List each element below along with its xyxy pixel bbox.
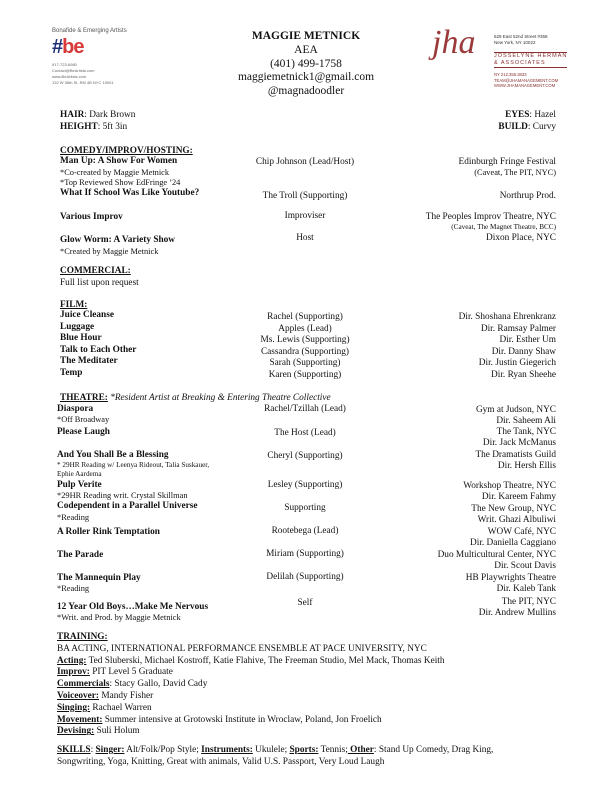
credit-venue-note: (Caveat, The PIT, NYC) [474, 168, 556, 177]
height-label: HEIGHT [60, 122, 98, 132]
credit-role: The Troll (Supporting) [262, 191, 348, 201]
credit-venue: Edinburgh Fringe Festival [458, 157, 556, 167]
film-role: Sarah (Supporting) [269, 358, 341, 369]
agency-name-1: JOSSELYNE HERMAN [494, 53, 568, 59]
theatre-director: Dir. Daniella Caggiano [470, 538, 556, 548]
film-heading: FILM: [60, 300, 88, 310]
commercial-heading: COMMERCIAL: [60, 266, 131, 276]
film-row [60, 368, 556, 380]
singer-label: Singer: [95, 745, 125, 755]
theatre-subheading: *Resident Artist at Breaking & Entering Theatre Collective [107, 393, 331, 403]
theatre-title: A Roller Rink Temptation [57, 527, 160, 537]
film-director: Dir. Ramsay Palmer [480, 323, 556, 334]
theatre-venue: The Dramatists Guild [475, 450, 556, 460]
theatre-note: *Writ. and Prod. by Maggie Metnick [57, 613, 181, 622]
build-label: BUILD [498, 122, 528, 132]
theatre-role: Supporting [284, 503, 326, 513]
theatre-venue: Duo Multicultural Center, NYC [437, 550, 556, 560]
credit-venue: Northrup Prod. [499, 191, 556, 201]
theatre-title: Diaspora [57, 404, 94, 414]
theatre-venue: The PIT, NYC [501, 597, 556, 607]
theatre-note: *Reading [57, 584, 90, 593]
theatre-director: Dir. Kareem Fahmy [481, 492, 556, 502]
film-title: Juice Cleanse [60, 310, 114, 320]
training-section [57, 632, 567, 738]
theatre-venue: Workshop Theatre, NYC [463, 481, 556, 491]
film-row [60, 345, 556, 357]
theatre-title: The Mannequin Play [57, 573, 141, 583]
phone: (401) 499-1758 [270, 57, 342, 70]
theatre-note: * 29HR Reading w/ Leenya Rideout, Talia Suskauer, [57, 461, 210, 469]
logo-address: 132 W 36th St. RM 4B NYC 10001 [52, 80, 114, 85]
theatre-role: Rachel/Tzillah (Lead) [264, 404, 346, 414]
credit-role: Host [296, 233, 314, 243]
other-label: Other [347, 745, 374, 755]
theatre-heading-line [60, 393, 331, 403]
social-handle: @magnadoodler [267, 85, 345, 98]
skills-line-2: Songwriting, Yoga, Knitting, Great with animals, Valid U.S. Passport, Very Loud Laugh [57, 757, 385, 767]
hair-label: HAIR [60, 110, 85, 120]
training-movement: Movement: Summer intensive at Grotowski Institute in Wroclaw, Poland, Jon Froelich [57, 714, 382, 725]
film-list [60, 310, 556, 380]
theatre-note: *Off Broadway [57, 415, 110, 424]
theatre-role: Lesley (Supporting) [267, 480, 343, 490]
credit-role: Chip Johnson (Lead/Host) [255, 157, 355, 167]
film-role: Apples (Lead) [278, 323, 332, 334]
eyes-value: : Hazel [529, 110, 556, 120]
theatre-venue: The Tank, NYC [496, 427, 556, 437]
theatre-director: Dir. Andrew Mullins [478, 608, 556, 618]
theatre-director: Dir. Jack McManus [482, 438, 556, 448]
theatre-title: Codependent in a Parallel Universe [57, 501, 198, 511]
credit-venue-note: (Caveat, The Magnet Theatre, BCC) [451, 223, 556, 231]
film-director: Dir. Danny Shaw [491, 346, 556, 357]
theatre-heading: THEATRE: [60, 393, 108, 403]
film-row [60, 356, 556, 368]
credit-title: What If School Was Like Youtube? [60, 188, 200, 198]
theatre-director: Dir. Kaleb Tank [496, 584, 556, 594]
jha-logo [428, 24, 568, 96]
film-title: Luggage [60, 321, 95, 332]
film-role: Karen (Supporting) [268, 369, 342, 380]
credit-note: *Top Reviewed Show EdFringe ’24 [60, 178, 181, 187]
skills-line-1: SKILLS: Singer: Alt/Folk/Pop Style; Instruments: Ukulele; Sports: Tennis; Other: Stand Up Comedy, Drag King, [57, 745, 494, 755]
theatre-role: Miriam (Supporting) [266, 549, 344, 559]
union: AEA [294, 43, 318, 56]
sports-label: Sports: [289, 745, 319, 755]
agency-address-2: New York, NY 10022 [494, 40, 536, 45]
theatre-role: Delilah (Supporting) [266, 572, 344, 582]
theatre-title: And You Shall Be a Blessing [57, 450, 169, 460]
credit-venue: The Peoples Improv Theatre, NYC [425, 212, 556, 222]
be-artists-logo [52, 28, 162, 98]
logo-phone: 917-723-6980 [52, 62, 77, 67]
agency-email: TEAM@JHAMANAGEMENT.COM [494, 77, 559, 83]
theatre-director: Dir. Hersh Ellis [497, 461, 556, 471]
training-acting: Acting: Ted Sluberski, Michael Kostroff, Katie Flahive, The Freeman Studio, Mel Mack, Thomas Keith [57, 655, 445, 666]
hair-value: : Dark Brown [84, 110, 136, 120]
theatre-title: 12 Year Old Boys…Make Me Nervous [57, 602, 209, 612]
theatre-note: *29HR Reading writ. Crystal Skillman [57, 491, 188, 500]
agency-phone: NY 212.355.3833 [494, 72, 527, 77]
training-heading: TRAINING: [57, 632, 108, 642]
training-improv: Improv: PIT Level 5 Graduate [57, 667, 173, 678]
training-commercials: Commercials: Stacy Gallo, David Cady [57, 679, 208, 690]
film-role: Cassandra (Supporting) [260, 346, 350, 357]
eyes-label: EYES [505, 110, 530, 120]
email: maggiemetnick1@gmail.com [237, 71, 375, 84]
film-role: Ms. Lewis (Supporting) [260, 335, 350, 346]
film-director: Dir. Justin Giegerich [478, 358, 556, 369]
credit-note: *Co-created by Maggie Metnick [60, 168, 170, 177]
contact-header [206, 30, 406, 99]
height-value: : 5ft 3in [97, 122, 128, 132]
instruments-label: Instruments: [201, 745, 253, 755]
credit-note: *Created by Maggie Metnick [60, 247, 159, 256]
training-singing: Singing: Rachael Warren [57, 702, 152, 713]
theatre-role: Self [297, 598, 313, 608]
credit-venue: Dixon Place, NYC [486, 233, 556, 243]
stats-right [498, 109, 556, 133]
stats-left [60, 109, 135, 133]
be-logo-mark: #be [52, 36, 84, 58]
logo-tagline: Bonafide & Emerging Artists [52, 28, 127, 34]
credit-role: Improviser [284, 211, 326, 221]
film-director: Dir. Ryan Sheehe [491, 369, 556, 380]
agency-name-2: & ASSOCIATES [494, 60, 546, 66]
film-role: Rachel (Supporting) [267, 312, 343, 322]
theatre-venue: HB Playwrights Theatre [465, 573, 556, 583]
theatre-role: The Host (Lead) [274, 428, 336, 438]
comedy-heading: COMEDY/IMPROV/HOSTING: [60, 146, 193, 156]
skills-heading: SKILLS [57, 745, 91, 755]
theatre-venue: WOW Café, NYC [487, 527, 556, 537]
film-row [60, 310, 556, 322]
film-director: Dir. Shoshana Ehrenkranz [458, 312, 556, 322]
training-voiceover: Voiceover: Mandy Fisher [57, 690, 154, 701]
credit-title: Man Up: A Show For Women [60, 156, 178, 166]
film-title: Temp [60, 367, 83, 378]
theatre-director: Dir. Saheem Ali [496, 416, 556, 426]
theatre-note: *Reading [57, 513, 90, 522]
actor-name: MAGGIE METNICK [251, 30, 361, 42]
theatre-title: The Parade [57, 550, 104, 560]
build-value: : Curvy [527, 122, 556, 132]
logo-email: Contact@BeArtists.com [52, 68, 95, 73]
training-devising: Devising: Suli Holum [57, 726, 140, 737]
theatre-role: Rootebega (Lead) [271, 526, 339, 536]
credit-title: Various Improv [60, 212, 123, 222]
theatre-venue: Gym at Judson, NYC [475, 405, 556, 415]
film-row [60, 333, 556, 345]
skills-section [57, 744, 572, 768]
theatre-venue: The New Group, NYC [471, 504, 556, 514]
agency-address-1: 629 East 52nd Street #358 [494, 34, 548, 39]
film-director: Dir. Esther Um [499, 335, 556, 346]
film-title: The Meditater [60, 356, 118, 367]
film-row [60, 322, 556, 334]
logo-website: www.BeArtists.com [52, 74, 87, 79]
jha-monogram: jha [432, 24, 476, 61]
theatre-role: Cheryl (Supporting) [267, 451, 343, 461]
theatre-title: Please Laugh [57, 427, 110, 437]
film-title: Blue Hour [60, 333, 102, 344]
credit-title: Glow Worm: A Variety Show [60, 235, 176, 245]
commercial-text: Full list upon request [60, 278, 139, 288]
theatre-note: Ephie Aardema [57, 470, 102, 478]
agency-website: WWW.JHAMANAGEMENT.COM [494, 83, 556, 88]
film-title: Talk to Each Other [60, 344, 137, 355]
theatre-writer: Writ. Ghazi Albuliwi [477, 515, 556, 525]
theatre-director: Dir. Scout Davis [494, 561, 556, 571]
training-degree: BA ACTING, INTERNATIONAL PERFORMANCE ENSEMBLE AT PACE UNIVERSITY, NYC [57, 643, 427, 654]
theatre-title: Pulp Verite [57, 480, 102, 490]
